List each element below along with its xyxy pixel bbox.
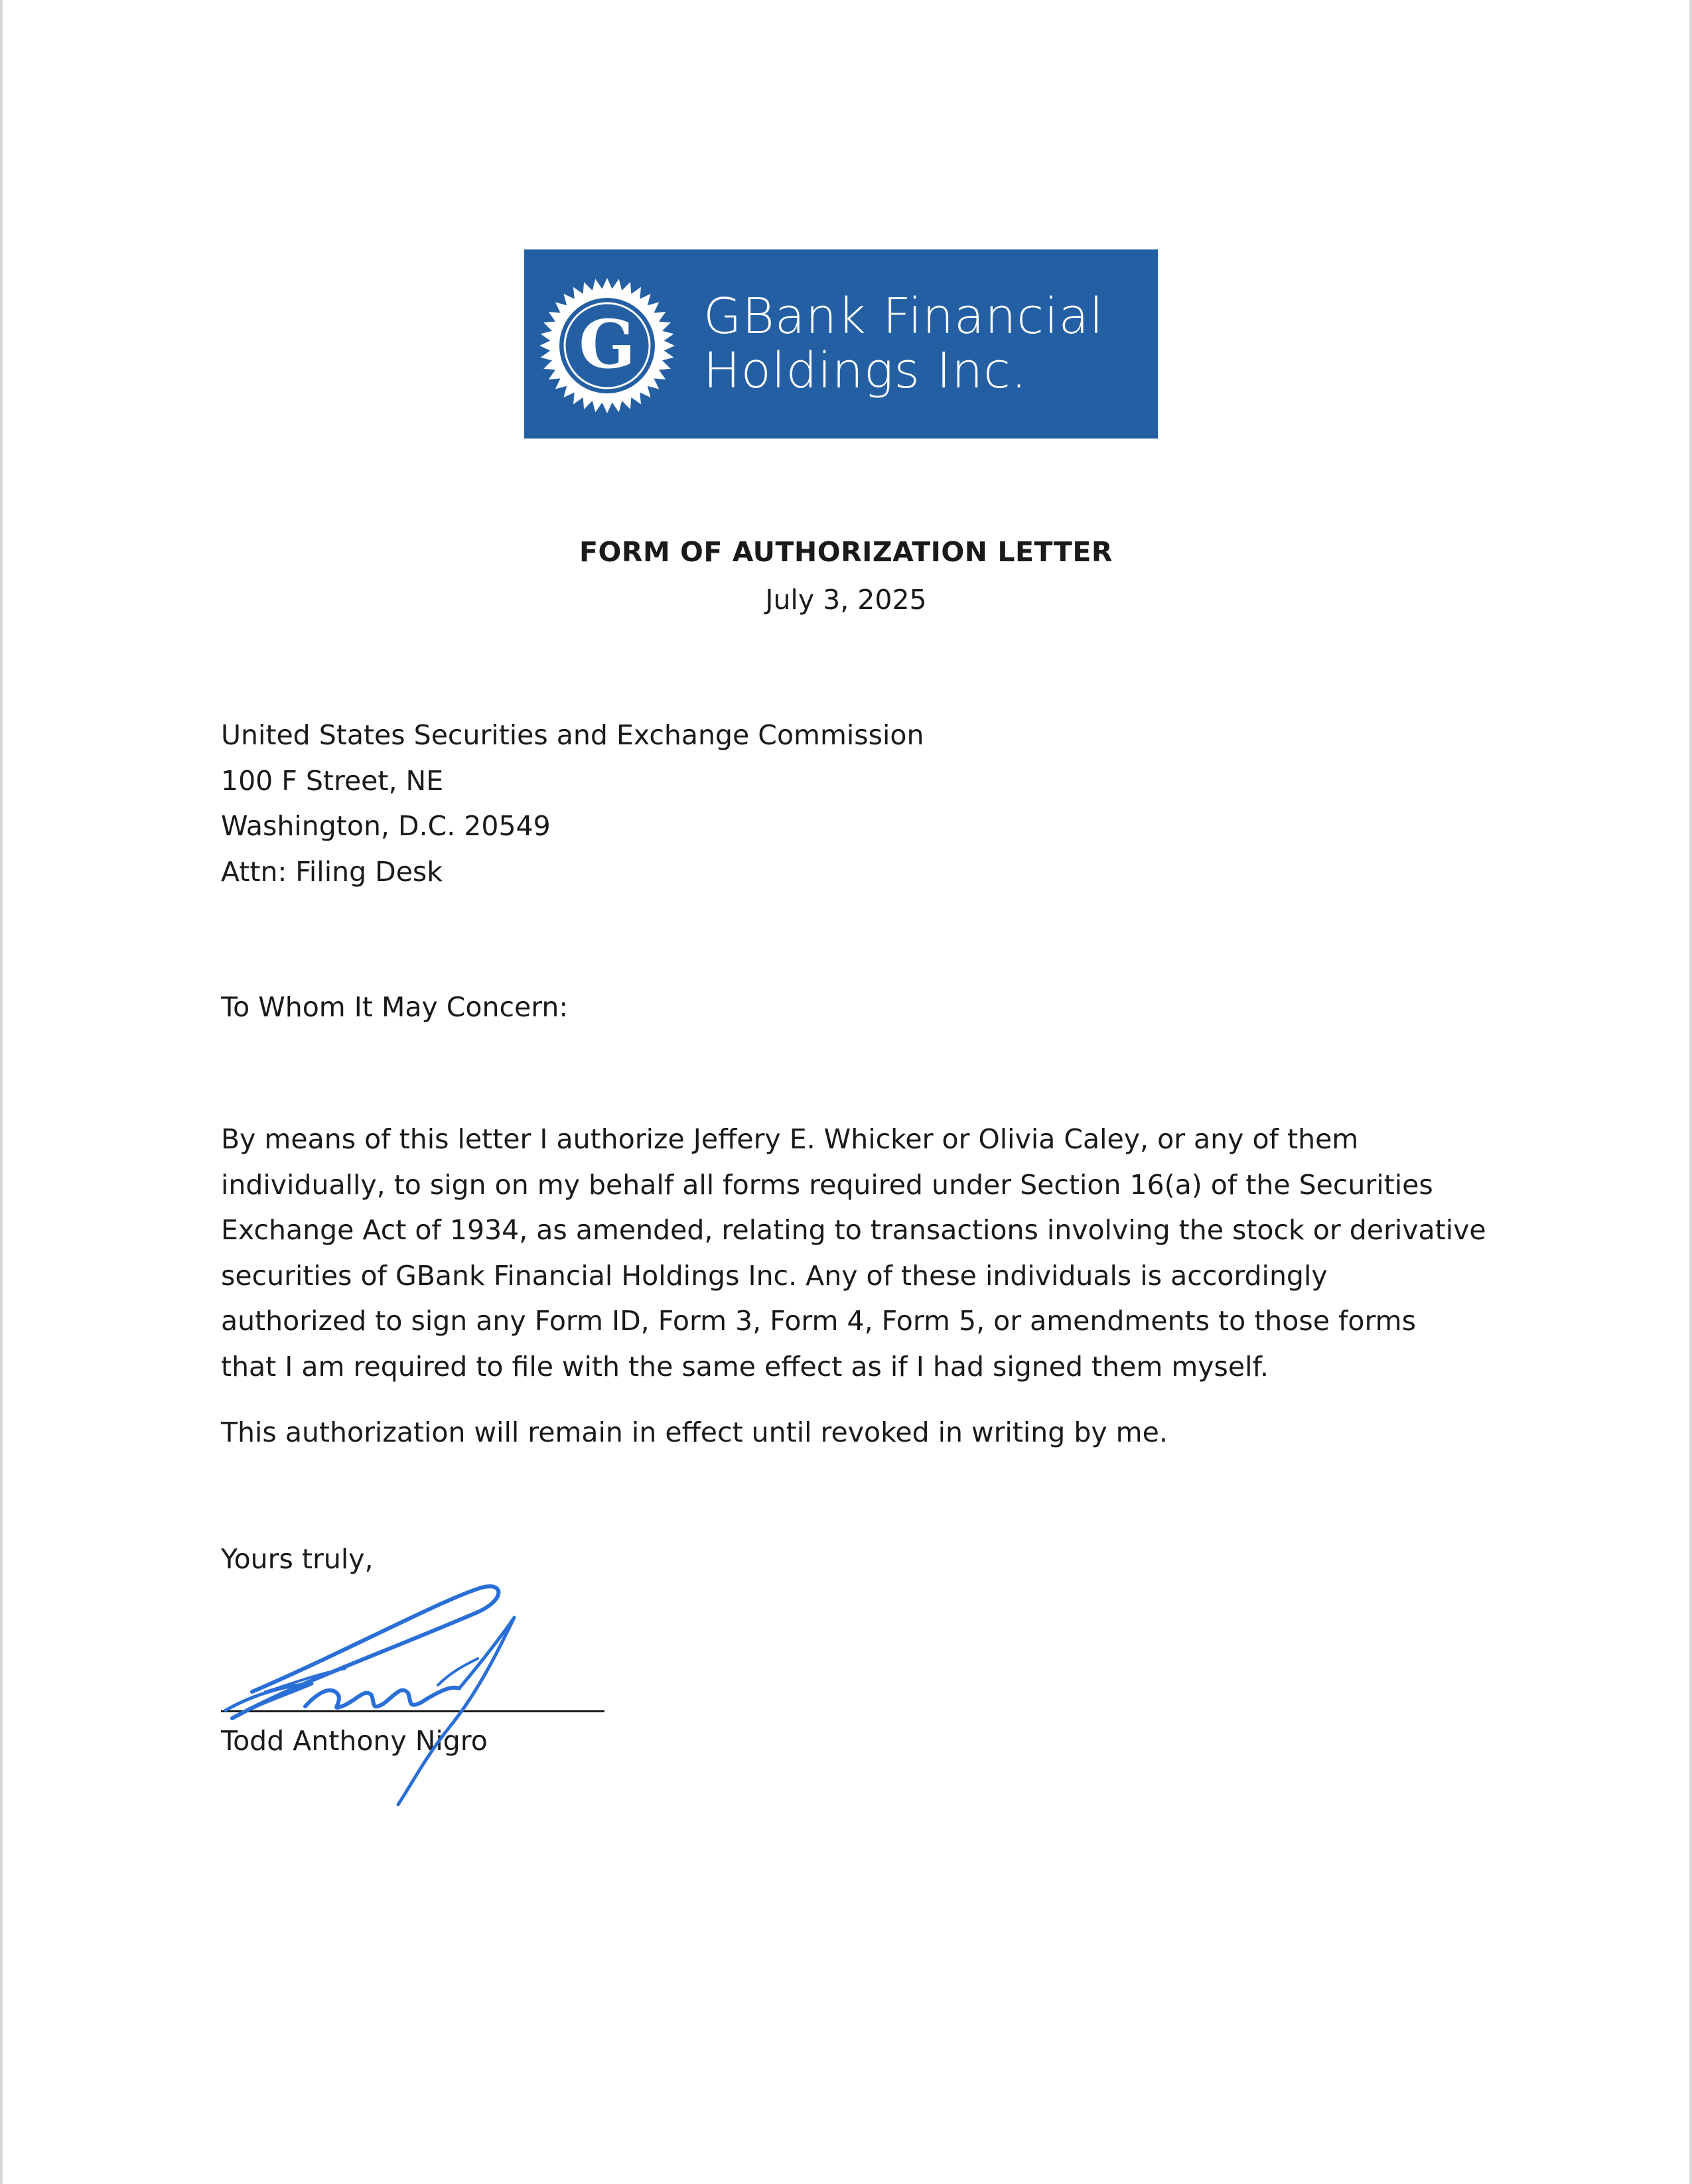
scan-edge-right [1689, 0, 1692, 2184]
logo-line-2: Holdings Inc. [703, 342, 1028, 399]
body-line: Exchange Act of 1934, as amended, relating to transactions involving the stock or derivative [221, 1214, 1486, 1246]
salutation: To Whom It May Concern: [221, 991, 569, 1023]
seal-icon [537, 276, 677, 415]
scan-edge-left [0, 0, 3, 2184]
valediction: Yours truly, [221, 1543, 374, 1575]
address-line: United States Securities and Exchange Commission [221, 719, 924, 751]
address-line: Washington, D.C. 20549 [221, 810, 551, 842]
address-line: 100 F Street, NE [221, 764, 444, 797]
body-line: By means of this letter I authorize Jeffery E. Whicker or Olivia Caley, or any of them [221, 1123, 1359, 1155]
body-line: individually, to sign on my behalf all forms required under Section 16(a) of the Securities [221, 1168, 1433, 1201]
body-line: authorized to sign any Form ID, Form 3, Form 4, Form 5, or amendments to those forms [221, 1305, 1416, 1337]
logo-line-1: GBank Financial [703, 288, 1104, 345]
body-paragraph-1 [221, 1117, 1521, 1389]
signer-name: Todd Anthony Nigro [221, 1725, 488, 1757]
company-logo [524, 249, 1158, 439]
letter-title: FORM OF AUTHORIZATION LETTER [579, 536, 1113, 568]
recipient-address [221, 713, 924, 894]
body-paragraph-2: This authorization will remain in effect until revoked in writing by me. [221, 1416, 1168, 1448]
logo-wordmark [703, 289, 1103, 398]
address-line: Attn: Filing Desk [221, 855, 443, 888]
body-line: that I am required to file with the same effect as if I had signed them myself. [221, 1350, 1269, 1383]
handwritten-signature [212, 1552, 624, 1838]
body-line: securities of GBank Financial Holdings Inc. Any of these individuals is accordingly [221, 1259, 1328, 1292]
letter-date: July 3, 2025 [765, 584, 927, 616]
seal-letter: G [579, 305, 636, 383]
